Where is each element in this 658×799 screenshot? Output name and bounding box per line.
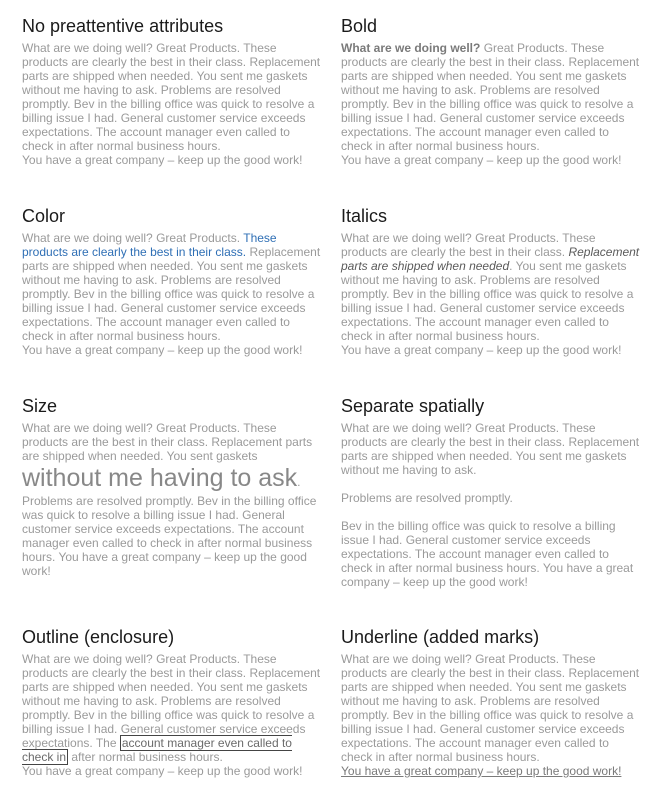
body-text-after: Replacement parts are shipped when needed. You sent me gaskets without me having to ask. Problems are resolved promptly. Bev in the billing office was quick to resolve a billing issue I had. General customer service exceeds expectations. The account manager even called to check in after normal business hours. bbox=[22, 245, 321, 343]
panel-body bbox=[341, 652, 641, 778]
body-text: What are we doing well? Great Products. These products are clearly the best in their class. Replacement parts are shipped when needed. You sent me gaskets without me having to ask. Problems are resolved promptly. Bev in the billing office was quick to resolve a billing issue I had. General customer service exceeds expectations. The account manager even called to check in after normal business hours. bbox=[22, 41, 321, 153]
panel-body bbox=[22, 231, 322, 357]
panel-bold bbox=[341, 15, 641, 167]
panel-title: No preattentive attributes bbox=[22, 16, 224, 36]
panel-color bbox=[22, 205, 322, 357]
panel-title: Italics bbox=[341, 206, 388, 226]
body-text: What are we doing well? Great Products. These products are clearly the best in their class. Replacement parts are shipped when needed. You sent me gaskets without me having to ask. Problems are resolved promptly. Bev in the billing office was quick to resolve a billing issue I had. General customer service exceeds expectations. The account manager even called to check in after normal business hours. bbox=[341, 652, 640, 764]
outline-highlight: account manager even called to check in bbox=[22, 736, 292, 764]
closing-text: You have a great company – keep up the good work! bbox=[22, 153, 303, 167]
body-paragraph bbox=[341, 231, 641, 343]
size-highlight: without me having to ask bbox=[22, 464, 298, 492]
body-paragraph bbox=[341, 41, 641, 153]
underline-highlight: You have a great company – keep up the good work! bbox=[341, 764, 622, 778]
panel-body bbox=[341, 41, 641, 167]
panel-title: Size bbox=[22, 396, 58, 416]
bold-highlight: What are we doing well? bbox=[341, 41, 481, 55]
italic-highlight: Replacement parts are shipped when needed bbox=[341, 245, 640, 273]
panel-body bbox=[341, 231, 641, 357]
body-text-after: . Problems are resolved promptly. Bev in the billing office was quick to resolve a billing issue I had. General customer service exceeds expectations. The account manager even called to check in after normal business hours. You have a great company – keep up the good work! bbox=[22, 475, 317, 578]
panel-italics bbox=[341, 205, 641, 357]
panel-no-attributes bbox=[22, 15, 322, 167]
panel-title: Bold bbox=[341, 16, 378, 36]
panel-body bbox=[341, 421, 641, 589]
color-highlight: These products are clearly the best in their class. bbox=[22, 231, 277, 259]
panel-body bbox=[22, 41, 322, 167]
panel-separate-spatially bbox=[341, 395, 641, 589]
closing-text: You have a great company – keep up the good work! bbox=[22, 764, 303, 778]
body-paragraph bbox=[22, 421, 322, 578]
body-text-after: . You sent me gaskets without me having to ask. Problems are resolved promptly. Bev in the billing office was quick to resolve a billing issue I had. General customer service exceeds expectations. The account manager even called to check in after normal business hours. bbox=[341, 259, 634, 343]
panel-title: Separate spatially bbox=[341, 396, 485, 416]
body-paragraph bbox=[22, 231, 322, 343]
body-paragraph bbox=[22, 652, 322, 764]
body-text-before: What are we doing well? Great Products. These products are clearly the best in their class. bbox=[341, 231, 596, 259]
body-text-before: What are we doing well? Great Products. These products are the best in their class. Replacement parts are shipped when needed. You sent gaskets bbox=[22, 421, 313, 463]
panel-outline bbox=[22, 626, 322, 778]
body-text-before: What are we doing well? Great Products. These products are clearly the best in their class. Replacement parts are shipped when needed. You sent me gaskets without me having to ask. Problems are resolved promptly. Bev in the billing office was quick to resolve a billing issue I had. General customer service exceeds expectations. The bbox=[22, 652, 321, 750]
panel-body bbox=[22, 421, 322, 578]
panel-size bbox=[22, 395, 322, 578]
body-text: Great Products. These products are clearly the best in their class. Replacement parts are shipped when needed. You sent me gaskets without me having to ask. Problems are resolved promptly. Bev in the billing office was quick to resolve a billing issue I had. General customer service exceeds expectations. The account manager even called to check in after normal business hours. bbox=[341, 41, 640, 153]
panel-title: Underline (added marks) bbox=[341, 627, 540, 647]
closing-text: You have a great company – keep up the good work! bbox=[341, 153, 622, 167]
panel-body bbox=[22, 652, 322, 778]
closing-text: You have a great company – keep up the good work! bbox=[22, 343, 303, 357]
closing-text: You have a great company – keep up the good work! bbox=[341, 343, 622, 357]
paragraph-2: Problems are resolved promptly. bbox=[341, 491, 513, 505]
panel-title: Color bbox=[22, 206, 66, 226]
body-text-after: after normal business hours. bbox=[68, 750, 223, 764]
body-text-before: What are we doing well? Great Products. bbox=[22, 231, 244, 245]
panel-underline bbox=[341, 626, 641, 778]
paragraph-3: Bev in the billing office was quick to resolve a billing issue I had. General customer service exceeds expectations. The account manager even called to check in after normal business hours. You have a great company – keep up the good work! bbox=[341, 519, 634, 589]
underline-paragraph bbox=[341, 764, 641, 778]
paragraph-1: What are we doing well? Great Products. These products are clearly the best in their class. Replacement parts are shipped when needed. You sent me gaskets without me having to ask. bbox=[341, 421, 640, 477]
panel-title: Outline (enclosure) bbox=[22, 627, 175, 647]
